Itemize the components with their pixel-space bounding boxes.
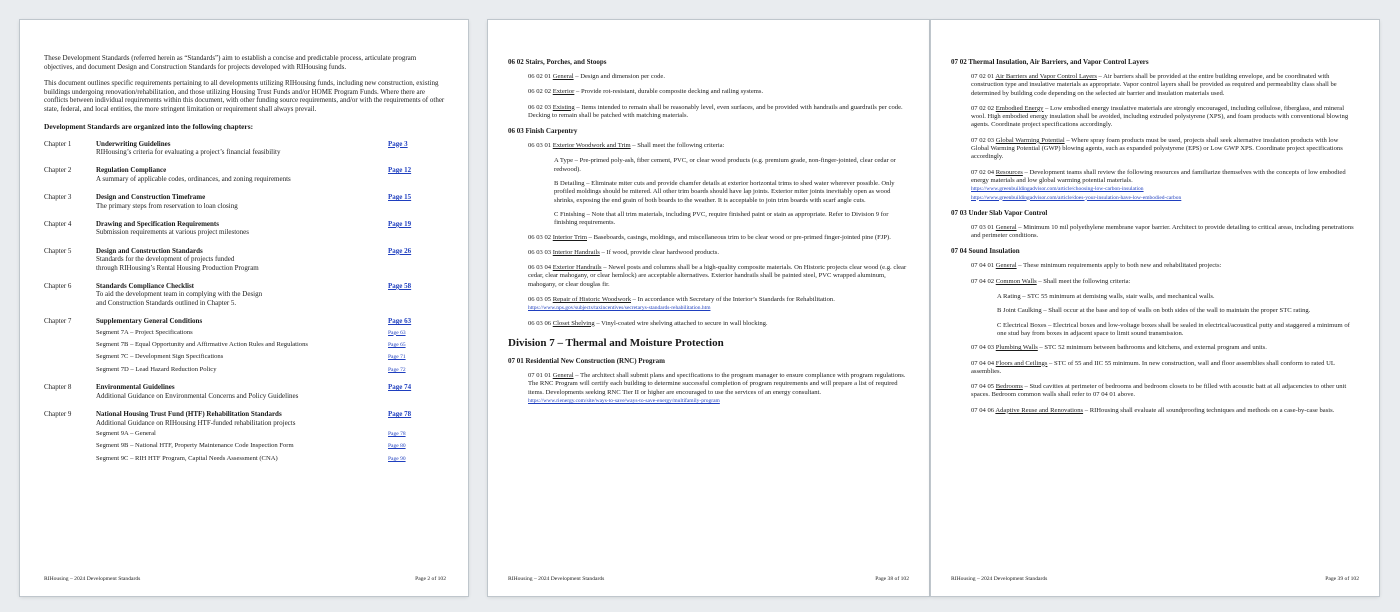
item-code: 07 04 01 bbox=[971, 262, 995, 270]
spec-subitem: B Joint Caulking – Shall occur at the base and top of walls on both sides of the wall to maintain the proper STC rating. bbox=[997, 307, 1311, 315]
segment-page-link[interactable]: Page 80 bbox=[388, 443, 406, 450]
reference-link[interactable]: https://www.greenbuildingadvisor.com/article/does-your-insulation-have-low-embodied-carbon bbox=[971, 194, 1182, 201]
chapter-title: Design and Construction Standards bbox=[96, 246, 203, 255]
item-code: 06 03 05 bbox=[528, 296, 552, 304]
item-text: – Design and dimension per code. bbox=[573, 73, 665, 80]
item-term: Closet Shelving bbox=[552, 319, 595, 327]
item-code: 06 03 02 bbox=[528, 233, 552, 241]
section-heading: 07 02 Thermal Insulation, Air Barriers, and Vapor Control Layers bbox=[951, 58, 1149, 66]
chapter-page-link[interactable]: Page 15 bbox=[388, 193, 412, 202]
item-term: Exterior Woodwork and Trim bbox=[552, 142, 631, 150]
item-term: Adaptive Reuse and Renovations bbox=[995, 406, 1084, 414]
chapter-page-link[interactable]: Page 58 bbox=[388, 282, 412, 291]
chapter-title: Drawing and Specification Requirements bbox=[96, 220, 219, 228]
chapter-desc: Additional Guidance on RIHousing HTF-funded rehabilitation projects bbox=[96, 418, 296, 427]
chapter-title: Environmental Guidelines bbox=[96, 383, 175, 392]
item-text: – Stud cavities at perimeter of bedrooms and bedroom closets to be filled with acoustic batt at all adjacencies to other unit spaces. Bedroom common walls shall refer to 07 04 01 above. bbox=[971, 383, 1347, 399]
spec-item bbox=[951, 262, 1357, 270]
item-text: – Provide rot-resistant, durable composite decking and railing systems. bbox=[574, 88, 764, 96]
item-code: 07 02 01 bbox=[971, 73, 995, 80]
item-term: General bbox=[995, 262, 1017, 270]
item-code: 06 03 01 bbox=[528, 142, 552, 150]
footer-page-number: Page 39 of 102 bbox=[1325, 576, 1359, 582]
chapter-desc: and Construction Standards outlined in Chapter 5. bbox=[96, 298, 237, 307]
section-heading: 07 03 Under Slab Vapor Control bbox=[951, 208, 1048, 217]
spec-item bbox=[508, 296, 909, 313]
chapter-7-segments bbox=[44, 329, 446, 375]
chapter-number: Chapter 4 bbox=[44, 220, 72, 228]
item-code: 06 03 03 bbox=[528, 248, 552, 256]
item-text: – Items intended to remain shall be reasonably level, even surfaces, and be provided with handrails and guardrails per code. Decking to remain shall be patched with matching materials. bbox=[528, 103, 903, 119]
intro-paragraph: These Development Standards (referred herein as “Standards”) aim to establish a concise and predictable process, articulate program objectives, and document Design and Construction Standards for projects developed with RIHousing funds. bbox=[44, 54, 417, 71]
item-text: – Air barriers shall be provided at the entire building envelope, and be coordinated with construction type and insulative materials as appropriate. Vapor control layers shall be provided as required and permeability class shall be determined by building code depending on the selected air barrier and insulation materials used. bbox=[971, 73, 1337, 97]
chapter-9-row bbox=[44, 410, 446, 427]
chapter-desc: Additional Guidance on Environmental Concerns and Policy Guidelines bbox=[96, 391, 299, 400]
page-footer bbox=[931, 576, 1379, 582]
chapter-number: Chapter 8 bbox=[44, 383, 72, 392]
section-heading: 07 04 Sound Insulation bbox=[951, 247, 1020, 256]
chapter-number: Chapter 1 bbox=[44, 139, 72, 148]
item-term: Plumbing Walls bbox=[995, 344, 1038, 352]
chapter-number: Chapter 9 bbox=[44, 410, 72, 419]
segment-row bbox=[44, 366, 446, 374]
item-term: Global Warming Potential bbox=[995, 136, 1065, 144]
item-text: – Development teams shall review the following resources and familiarize themselves with the concepts of low embodied energy materials and low global warming potential materials. bbox=[971, 168, 1346, 184]
item-code: 07 04 05 bbox=[971, 383, 995, 391]
spec-subitem: C Finishing – Note that all trim materials, including PVC, require finished paint or stain as appropriate. Refer to Division 9 for finishing requirements. bbox=[554, 210, 889, 227]
item-text: – Shall meet the following criteria: bbox=[630, 142, 725, 150]
chapter-8-row bbox=[44, 383, 446, 400]
chapter-2-row bbox=[44, 166, 446, 183]
chapter-title: Underwriting Guidelines bbox=[96, 139, 171, 148]
footer-title: RIHousing – 2024 Development Standards bbox=[508, 576, 605, 582]
chapter-desc: A summary of applicable codes, ordinances, and zoning requirements bbox=[96, 174, 291, 183]
item-text: – Where spray foam products must be used, projects shall seek alternative insulation products with low Global Warming Potential (GWP) blowing agents, such as expanded polystyrene (EPS) or Low GWP XPS. Coordinate project specifications accordingly. bbox=[971, 136, 1343, 161]
segment-title: Segment 7B – Equal Opportunity and Affirmative Action Rules and Regulations bbox=[96, 341, 308, 349]
intro-paragraph: This document outlines specific requirements pertaining to all developments utilizing RIHousing funds, including new construction, existing buildings undergoing renovation/rehabilitation, and those utilizing Housing Trust Funds and/or HOME Program Funds. Where there are conflicts between individual requirements within this document, with other funding source requirements, and/or with the requirements of other state, federal, and local entities, the more stringent limitation or requirement shall always prevail. bbox=[44, 79, 445, 113]
spec-item bbox=[951, 360, 1357, 377]
segment-title: Segment 9B – National HTF, Property Maintenance Code Inspection Form bbox=[96, 442, 294, 450]
division-heading: Division 7 – Thermal and Moisture Protection bbox=[508, 336, 724, 349]
chapter-4-row bbox=[44, 220, 446, 237]
spec-item bbox=[951, 383, 1357, 400]
page-footer bbox=[20, 576, 468, 582]
spec-item bbox=[951, 169, 1357, 202]
footer-page-number: Page 2 of 102 bbox=[415, 576, 446, 582]
segment-page-link[interactable]: Page 90 bbox=[388, 455, 406, 462]
segment-row bbox=[44, 455, 446, 463]
item-term: Repair of Historic Woodwork bbox=[552, 296, 632, 304]
item-text: – Baseboards, casings, moldings, and miscellaneous trim to be clear wood or pre-primed finger-jointed pine (FJP). bbox=[587, 233, 891, 241]
item-term: Interior Handrails bbox=[552, 248, 600, 256]
item-code: 07 04 02 bbox=[971, 277, 995, 285]
chapters-heading: Development Standards are organized into the following chapters: bbox=[44, 121, 254, 131]
spec-item bbox=[951, 73, 1357, 98]
chapter-page-link[interactable]: Page 78 bbox=[388, 410, 412, 419]
chapter-page-link[interactable]: Page 63 bbox=[388, 317, 412, 326]
chapter-1-row bbox=[44, 140, 446, 157]
item-code: 06 02 01 bbox=[528, 73, 552, 80]
chapter-5-row bbox=[44, 247, 446, 272]
segment-row bbox=[44, 353, 446, 361]
item-term: General bbox=[552, 73, 574, 80]
chapter-6-row bbox=[44, 282, 446, 307]
item-code: 07 02 03 bbox=[971, 136, 995, 144]
footer-title: RIHousing – 2024 Development Standards bbox=[951, 576, 1048, 582]
item-text: – Low embodied energy insulative materials are strongly encouraged, including cellulose, fiberglass, and mineral wool. High embodied energy insulation shall be avoided, including extruded polystyrene (XPS), and foam products with conventional blowing agents. Coordinate project specifications accordingly. bbox=[971, 104, 1349, 129]
spec-item bbox=[508, 234, 909, 242]
chapter-number: Chapter 5 bbox=[44, 246, 72, 255]
chapter-page-link[interactable]: Page 74 bbox=[388, 383, 412, 392]
segment-title: Segment 7D – Lead Hazard Reduction Policy bbox=[96, 365, 217, 373]
item-code: 06 02 02 bbox=[528, 88, 552, 96]
segment-page-link[interactable]: Page 65 bbox=[388, 342, 406, 349]
chapter-desc: Submission requirements at various project milestones bbox=[96, 228, 250, 237]
item-text: – These minimum requirements apply to both new and rehabilitated projects: bbox=[1016, 262, 1222, 270]
spec-subitem: C Electrical Boxes – Electrical boxes and low-voltage boxes shall be sealed in electrical/acoustical putty and staggered a minimum of one stud bay from boxes in adjacent space to limit sound transmission. bbox=[997, 321, 1350, 337]
item-text: – STC of 55 and IIC 55 minimum. In new construction, wall and floor assemblies shall conform to rated UL assemblies. bbox=[971, 359, 1335, 375]
item-term: General bbox=[995, 223, 1017, 231]
segment-row bbox=[44, 430, 446, 438]
spec-subitem: B Detailing – Eliminate miter cuts and provide chamfer details at exterior horizontal trims to shed water wherever possible. Only profiled moldings should be mitered. All other trim boards should have lap joints. Exterior miter joints inevitably open as wood shrinks, exposing the end grain of both boards to the weather. It is acceptable to join trim boards with scarf angle cuts. bbox=[554, 180, 895, 204]
spec-item bbox=[508, 320, 909, 328]
chapter-3-row bbox=[44, 193, 446, 210]
segment-page-link[interactable]: Page 71 bbox=[388, 354, 406, 361]
chapter-page-link[interactable]: Page 19 bbox=[388, 220, 412, 228]
spec-item bbox=[951, 105, 1357, 130]
item-text: – In accordance with Secretary of the Interior’s Standards for Rehabilitation. bbox=[631, 296, 835, 304]
chapter-desc: To aid the development team in complying with the Design bbox=[96, 290, 263, 299]
item-code: 06 02 03 bbox=[528, 103, 552, 111]
spec-item bbox=[508, 249, 909, 257]
item-term: Embodied Energy bbox=[995, 104, 1044, 112]
chapter-number: Chapter 2 bbox=[44, 166, 72, 175]
chapter-page-link[interactable]: Page 3 bbox=[388, 139, 408, 148]
item-code: 07 04 03 bbox=[971, 344, 995, 352]
item-term: Interior Trim bbox=[552, 233, 587, 241]
item-code: 06 03 04 bbox=[528, 264, 552, 272]
item-text: – Shall meet the following criteria: bbox=[1036, 277, 1131, 285]
spec-item bbox=[508, 104, 909, 121]
item-text: – The architect shall submit plans and specifications to the program manager to ensure compliance with program regulations. The RNC Program will certify each building to determine successful completion of program requirements and will prepare a list of required items. Developments seeking RNC Tier II or higher are encouraged to use the services of an energy consultant. bbox=[528, 371, 906, 396]
item-term: Existing bbox=[552, 103, 575, 111]
chapter-desc: RIHousing’s criteria for evaluating a project’s financial feasibility bbox=[96, 147, 281, 156]
spec-item bbox=[951, 344, 1357, 352]
item-code: 07 03 01 bbox=[971, 223, 995, 231]
document-page-39 bbox=[931, 20, 1379, 596]
segment-page-link[interactable]: Page 72 bbox=[388, 366, 406, 373]
chapter-desc: through RIHousing’s Rental Housing Production Program bbox=[96, 263, 259, 272]
spec-item bbox=[951, 224, 1357, 241]
chapter-title: National Housing Trust Fund (HTF) Rehabilitation Standards bbox=[96, 410, 282, 419]
footer-page-number: Page 38 of 102 bbox=[875, 576, 909, 582]
item-code: 07 02 02 bbox=[971, 104, 995, 112]
item-code: 07 02 04 bbox=[971, 168, 995, 176]
section-heading: 06 03 Finish Carpentry bbox=[508, 127, 578, 136]
item-text: – Minimum 10 mil polyethylene membrane vapor barrier. Architect to provide detailing to critical areas, including penetrations and perimeter conditions. bbox=[971, 223, 1354, 240]
segment-row bbox=[44, 442, 446, 450]
chapter-number: Chapter 7 bbox=[44, 317, 72, 326]
item-term: Air Barriers and Vapor Control Layers bbox=[995, 73, 1097, 80]
section-heading: 07 01 Residential New Construction (RNC) Program bbox=[508, 356, 665, 365]
chapter-number: Chapter 6 bbox=[44, 282, 72, 291]
chapter-title: Supplementary General Conditions bbox=[96, 317, 203, 326]
chapter-page-link[interactable]: Page 12 bbox=[388, 166, 412, 175]
spec-item bbox=[951, 407, 1357, 415]
segment-title: Segment 7A – Project Specifications bbox=[96, 328, 193, 336]
chapter-page-link[interactable]: Page 26 bbox=[388, 246, 412, 255]
chapter-9-segments bbox=[44, 430, 446, 463]
page-footer bbox=[488, 576, 929, 582]
segment-row bbox=[44, 341, 446, 349]
document-page-38 bbox=[488, 20, 930, 596]
chapter-number: Chapter 3 bbox=[44, 193, 72, 202]
item-term: Resources bbox=[995, 168, 1023, 176]
item-code: 07 01 01 bbox=[528, 371, 552, 379]
segment-page-link[interactable]: Page 78 bbox=[388, 430, 406, 437]
document-page-2 bbox=[20, 20, 468, 596]
segment-title: Segment 9A – General bbox=[96, 429, 156, 437]
item-term: Bedrooms bbox=[995, 383, 1023, 391]
item-term: General bbox=[552, 371, 574, 379]
spec-item bbox=[508, 372, 909, 405]
segment-title: Segment 7C – Development Sign Specifications bbox=[96, 353, 224, 361]
item-code: 06 03 06 bbox=[528, 319, 552, 327]
chapter-title: Design and Construction Timeframe bbox=[96, 193, 206, 202]
section-heading: 06 02 Stairs, Porches, and Stoops bbox=[508, 58, 607, 66]
chapter-7-row bbox=[44, 317, 446, 325]
spec-item bbox=[508, 73, 909, 81]
spec-subitem: A Type – Pre-primed poly-ash, fiber cement, PVC, or clear wood products (e.g. premium grade, non-finger-jointed, clear cedar or redwood). bbox=[554, 157, 896, 173]
spec-item bbox=[951, 278, 1357, 286]
item-term: Floors and Ceilings bbox=[995, 359, 1048, 367]
footer-title: RIHousing – 2024 Development Standards bbox=[44, 576, 141, 582]
item-term: Common Walls bbox=[995, 277, 1037, 285]
item-term: Exterior Handrails bbox=[552, 264, 602, 272]
reference-link[interactable]: https://www.greenbuildingadvisor.com/article/choosing-low-carbon-insulation bbox=[971, 186, 1144, 193]
spec-item bbox=[508, 264, 909, 289]
spec-item bbox=[508, 88, 909, 96]
segment-title: Segment 9C – RIH HTF Program, Capital Needs Assessment (CNA) bbox=[96, 454, 278, 462]
chapter-desc: The primary steps from reservation to loan closing bbox=[96, 201, 238, 210]
chapter-title: Regulation Compliance bbox=[96, 166, 167, 175]
segment-row bbox=[44, 329, 446, 337]
item-code: 07 04 04 bbox=[971, 359, 995, 367]
spec-item bbox=[508, 142, 909, 150]
item-text: – Newel posts and columns shall be a high-quality composite materials. On Historic projects clear wood (e.g. clear cedar, clear mahogany, or clear hemlock) are acceptable alternatives. Exterior handrails shall be painted steel, PVC wrapped aluminum, mahogany, or clear douglas fir. bbox=[528, 264, 907, 288]
chapter-desc: Standards for the development of projects funded bbox=[96, 255, 235, 264]
segment-page-link[interactable]: Page 63 bbox=[388, 329, 406, 336]
reference-link[interactable]: https://www.rienergy.com/site/ways-to-save/ways-to-save-energy/multifamily-program bbox=[528, 397, 720, 404]
item-code: 07 04 06 bbox=[971, 406, 995, 414]
chapter-title: Standards Compliance Checklist bbox=[96, 282, 195, 291]
item-term: Exterior bbox=[552, 88, 575, 96]
item-text: – RIHousing shall evaluate all soundproofing techniques and methods on a case-by-case basis. bbox=[1083, 406, 1335, 414]
item-text: – STC 52 minimum between bathrooms and kitchens, and external program and units. bbox=[1037, 344, 1267, 352]
item-text: – Vinyl-coated wire shelving attached to secure in wall blocking. bbox=[594, 319, 768, 327]
item-text: – If wood, provide clear hardwood products. bbox=[599, 248, 719, 256]
reference-link[interactable]: https://www.nps.gov/subjects/taxincentives/secretarys-standards-rehabilitation.htm bbox=[528, 305, 711, 312]
spec-subitem: A Rating – STC 55 minimum at demising walls, stair walls, and mechanical walls. bbox=[997, 293, 1215, 301]
spec-item bbox=[951, 137, 1357, 162]
